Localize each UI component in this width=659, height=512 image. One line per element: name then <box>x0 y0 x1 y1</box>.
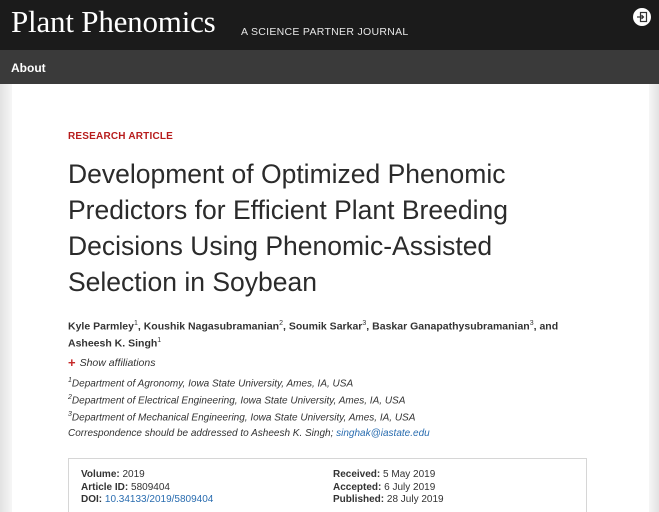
article-id-value: 5809404 <box>131 481 170 493</box>
author-affiliation-number: 2 <box>279 320 283 327</box>
volume-label: Volume: <box>81 469 120 480</box>
article-type-label: RESEARCH ARTICLE <box>68 131 174 142</box>
site-header <box>0 0 659 50</box>
page-gutter-left <box>0 84 12 512</box>
plus-icon: + <box>68 355 76 370</box>
author-name[interactable]: Soumik Sarkar <box>288 320 363 333</box>
nav-about-link[interactable]: About <box>11 61 46 75</box>
show-affiliations-toggle[interactable] <box>68 357 155 369</box>
author-separator: , and <box>533 320 559 333</box>
author-affiliation-number: 1 <box>157 336 162 344</box>
article-id-label: Article ID: <box>81 481 129 493</box>
sign-in-button[interactable] <box>633 8 651 26</box>
affiliation-number: 1 <box>68 377 72 384</box>
author-list <box>68 317 593 350</box>
sign-in-icon <box>636 11 648 23</box>
publication-info <box>81 469 213 507</box>
affiliation-text: Department of Agronomy, Iowa State University, Ames, IA, USA <box>71 378 354 390</box>
author-separator: , <box>366 320 373 333</box>
affiliation-list <box>68 377 588 445</box>
page-gutter-right <box>649 84 659 512</box>
author-affiliation-number: 3 <box>529 320 534 327</box>
received-label: Received: <box>333 469 381 480</box>
received-date: 5 May 2019 <box>383 469 436 480</box>
author-separator: , <box>283 320 289 333</box>
author-affiliation-number: 1 <box>133 320 138 327</box>
journal-tagline: A SCIENCE PARTNER JOURNAL <box>241 26 409 38</box>
affiliation-text: Department of Electrical Engineering, Iowa State University, Ames, IA, USA <box>71 395 406 407</box>
article-title: Development of Optimized Phenomic Predictors for Efficient Plant Breeding Decisions Using Phenomic-Assisted Selection in Soybean <box>68 159 508 297</box>
affiliation-item <box>68 394 588 411</box>
affiliation-text: Department of Mechanical Engineering, Iowa State University, Ames, IA, USA <box>71 412 416 424</box>
article-metadata-box <box>68 458 587 512</box>
author-name[interactable]: Koushik Nagasubramanian <box>143 320 280 333</box>
affiliation-item <box>68 377 588 394</box>
accepted-label: Accepted: <box>333 481 382 493</box>
doi-label: DOI: <box>81 494 103 505</box>
date-info <box>333 469 444 507</box>
main-nav <box>0 50 659 84</box>
affiliation-item <box>68 411 588 428</box>
show-affiliations-label: Show affiliations <box>79 357 156 369</box>
affiliation-number: 2 <box>68 394 72 401</box>
published-label: Published: <box>333 494 385 505</box>
doi-link[interactable]: 10.34133/2019/5809404 <box>104 494 214 505</box>
correspondence-email-link[interactable]: singhak@iastate.edu <box>336 428 430 439</box>
author-name[interactable]: Asheesh K. Singh <box>68 337 158 349</box>
accepted-date: 6 July 2019 <box>384 481 436 493</box>
correspondence-line <box>68 428 588 445</box>
author-name[interactable]: Baskar Ganapathysubramanian <box>372 320 530 333</box>
published-date: 28 July 2019 <box>386 494 444 505</box>
author-separator: , <box>137 320 144 333</box>
author-name[interactable]: Kyle Parmley <box>68 320 134 333</box>
affiliation-number: 3 <box>68 411 72 418</box>
volume-value: 2019 <box>122 469 145 480</box>
author-affiliation-number: 3 <box>362 320 367 327</box>
journal-logo[interactable]: Plant Phenomics <box>11 4 216 39</box>
correspondence-text: Correspondence should be addressed to Asheesh K. Singh; <box>68 428 337 439</box>
